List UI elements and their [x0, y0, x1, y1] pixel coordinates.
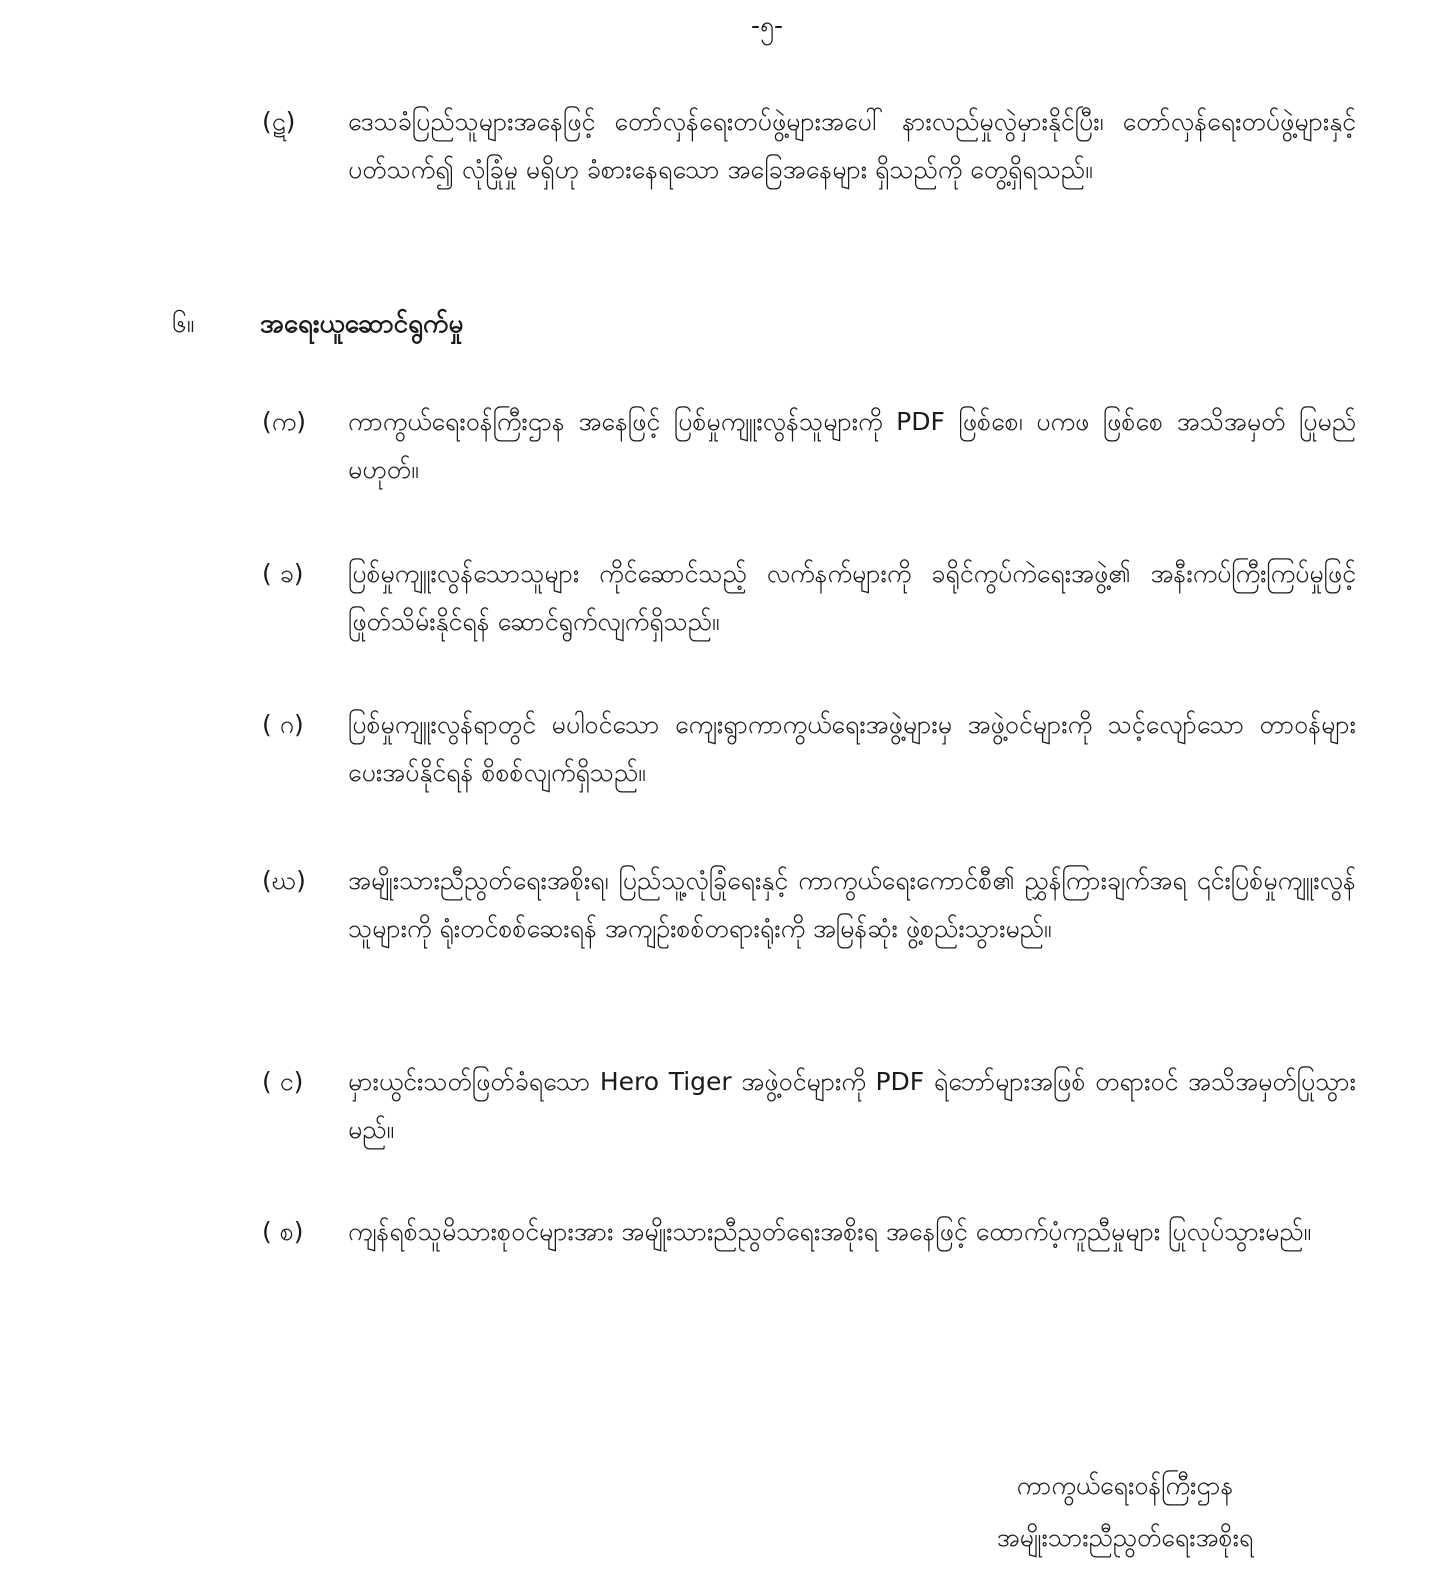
signature-block	[930, 1460, 1320, 1564]
item-marker: ( စ)	[262, 1217, 304, 1246]
list-item	[262, 857, 1356, 953]
list-item	[262, 398, 1356, 494]
item-text: ကျန်ရစ်သူမိသားစုဝင်များအား အမျိုးသားညီညွတ်ရေးအစိုးရ အနေဖြင့် ထောက်ပံ့ကူညီမှုများ ပြုလုပ်သွားမည်။	[348, 1217, 1312, 1246]
item-text: ကာကွယ်ရေးဝန်ကြီးဌာန အနေဖြင့် ပြစ်မှုကျူးလွန်သူများကို PDF ဖြစ်စေ၊ ပကဖ ဖြစ်စေ အသိအမှတ် ပြုမည်မဟုတ်။	[348, 407, 1356, 484]
item-marker: ( ခ)	[262, 559, 304, 588]
item-text: ပြစ်မှုကျူးလွန်သောသူများ ကိုင်ဆောင်သည့် လက်နက်များကို ခရိုင်ကွပ်ကဲရေးအဖွဲ့၏ အနီးကပ်ကြီးကြပ်မှုဖြင့် ဖြုတ်သိမ်းနိုင်ရန် ဆောင်ရွက်လျက်ရှိသည်။	[348, 559, 1356, 636]
list-item	[262, 701, 1356, 797]
item-text: ဒေသခံပြည်သူများအနေဖြင့် တော်လှန်ရေးတပ်ဖွဲ့များအပေါ် နားလည်မှုလွဲမှားနိုင်ပြီး၊ တော်လှန်ရေးတပ်ဖွဲ့များနှင့် ပတ်သက်၍ လုံခြုံမှု မရှိဟု ခံစားနေရသော အခြေအနေများ ရှိသည်ကို တွေ့ရှိရသည်။	[348, 107, 1356, 184]
item-marker: ( င)	[262, 1067, 304, 1096]
list-item	[262, 1058, 1356, 1154]
section-number: ၆။	[172, 309, 195, 339]
item-marker: (ဋ)	[262, 107, 296, 136]
item-marker: (က)	[262, 407, 306, 436]
list-item	[262, 98, 1356, 194]
item-marker: (ဃ)	[262, 866, 306, 895]
page-number: -၅-	[750, 11, 784, 40]
item-text: မှားယွင်းသတ်ဖြတ်ခံရသော Hero Tiger အဖွဲ့ဝင်များကို PDF ရဲဘော်များအဖြစ် တရားဝင် အသိအမှတ်ပြုသွားမည်။	[348, 1067, 1356, 1144]
section-title: အရေးယူဆောင်ရွက်မှု	[260, 309, 464, 339]
list-item	[262, 550, 1356, 646]
item-text: အမျိုးသားညီညွတ်ရေးအစိုးရ၊ ပြည်သူ့လုံခြုံရေးနှင့် ကာကွယ်ရေးကောင်စီ၏ ညွှန်ကြားချက်အရ ၎င်းပြစ်မှုကျူးလွန်သူများကို ရုံးတင်စစ်ဆေးရန် အကျဉ်းစစ်တရားရုံးကို အမြန်ဆုံး ဖွဲ့စည်းသွားမည်။	[348, 866, 1356, 943]
list-item	[262, 1208, 1356, 1256]
signature-line-1: ကာကွယ်ရေးဝန်ကြီးဌာန	[1016, 1471, 1234, 1500]
signature-line-2: အမျိုးသားညီညွတ်ရေးအစိုးရ	[996, 1523, 1254, 1552]
item-marker: ( ဂ)	[262, 710, 304, 739]
item-text: ပြစ်မှုကျူးလွန်ရာတွင် မပါဝင်သော ကျေးရွာကာကွယ်ရေးအဖွဲ့များမှ အဖွဲ့ဝင်များကို သင့်လျော်သော တာဝန်များ ပေးအပ်နိုင်ရန် စိစစ်လျက်ရှိသည်။	[348, 710, 1356, 787]
